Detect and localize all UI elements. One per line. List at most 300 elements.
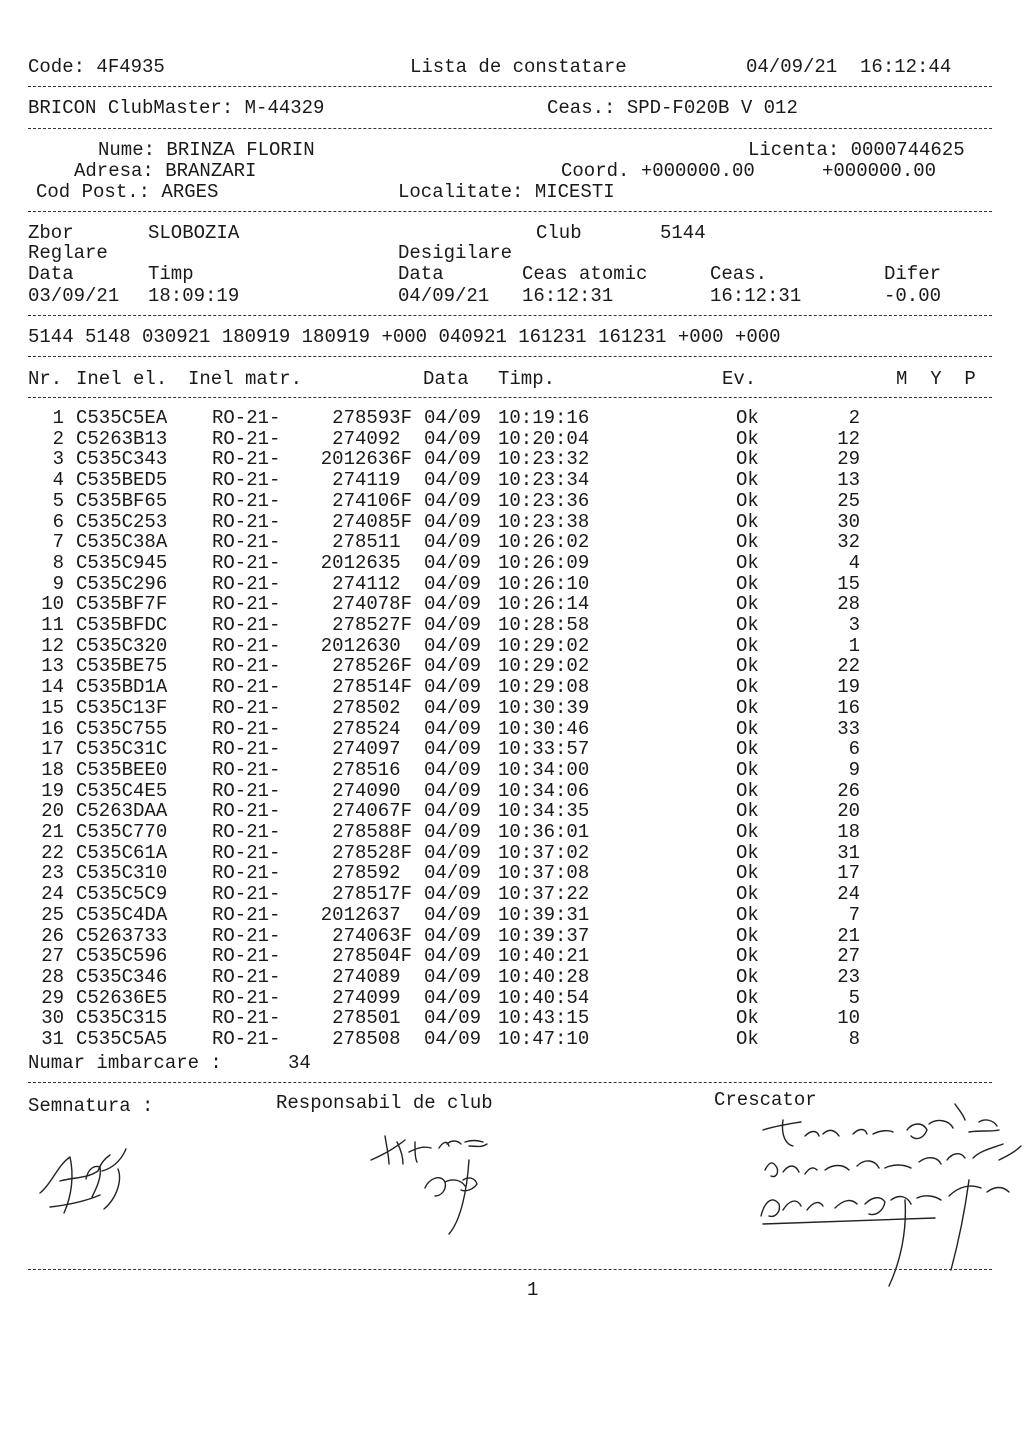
row-number: 7 [52,531,64,554]
arrival-time: 10:28:58 [498,614,590,636]
col-electronic-ring: Inel el. [76,368,168,390]
position: 16 [837,696,860,719]
arrival-time: 10:37:22 [498,883,590,906]
electronic-ring: C5263B13 [76,427,168,450]
event-status: Ok [736,448,759,471]
row-number: 10 [41,593,64,616]
event-status: Ok [736,800,759,823]
clock-value: 16:12:31 [710,285,802,307]
row-number: 6 [52,510,64,533]
clock-label: Ceas. [710,263,768,285]
position: 1 [848,634,860,657]
electronic-ring: C535C13F [76,696,168,719]
registration-ring: 278508 [332,1028,412,1050]
electronic-ring: C535C310 [76,862,168,885]
arrival-date: 04/09 [424,1007,482,1030]
electronic-ring: C535C945 [76,551,168,574]
separator [28,356,992,357]
ring-prefix: RO-21- [212,903,281,926]
atomic-clock-label: Ceas atomic [522,263,648,285]
club-value: 5144 [660,222,706,244]
boarding-count-value: 34 [288,1052,311,1074]
difference-value: -0.00 [884,285,942,307]
difference-label: Difer [884,263,942,285]
arrival-time: 10:23:34 [498,469,590,492]
unsealing-label: Desigilare [398,242,513,264]
row-number: 14 [41,676,64,699]
electronic-ring: C5263733 [76,924,168,947]
event-status: Ok [736,531,759,554]
registration-ring: 278593F [332,407,412,429]
electronic-ring: C535C5EA [76,407,168,429]
registration-ring: 278588F [332,821,412,843]
atomic-clock-value: 16:12:31 [522,285,614,307]
event-status: Ok [736,655,759,678]
ring-prefix: RO-21- [212,924,281,947]
electronic-ring: C535BF65 [76,489,168,512]
setting-time-label: Timp [148,263,194,285]
arrival-time: 10:43:15 [498,1007,590,1030]
setting-date-label: Data [28,263,74,285]
ring-prefix: RO-21- [212,634,281,657]
row-number: 2 [52,427,64,450]
electronic-ring: C535C315 [76,1007,168,1030]
breeder-signatures [755,1100,1024,1300]
event-status: Ok [736,572,759,595]
col-time: Timp. [498,368,556,390]
registration-ring: 274119 [332,469,412,492]
electronic-ring: C535BE75 [76,655,168,678]
row-number: 24 [41,883,64,906]
arrival-time: 10:23:38 [498,510,590,533]
registration-ring: 278501 [332,1007,412,1030]
row-number: 21 [41,821,64,843]
arrival-time: 10:34:06 [498,779,590,802]
arrival-date: 04/09 [424,965,482,988]
coordinates-lon: +000000.00 [822,160,937,182]
registration-ring: 278516 [332,758,412,781]
clock-id: Ceas.: SPD-F020B V 012 [547,97,798,119]
registration-ring: 278514F [332,676,412,699]
registration-ring: 278502 [332,696,412,719]
separator [28,1269,992,1270]
electronic-ring: C535C61A [76,841,168,864]
position: 13 [837,469,860,492]
arrival-time: 10:23:36 [498,489,590,512]
row-number: 5 [52,489,64,512]
separator [28,315,992,316]
arrival-date: 04/09 [424,614,482,636]
arrival-time: 10:30:46 [498,717,590,740]
clubmaster-id: BRICON ClubMaster: M-44329 [28,97,325,119]
arrival-date: 04/09 [424,862,482,885]
owner-postcode: Cod Post.: ARGES [36,181,219,203]
row-number: 15 [41,696,64,719]
position: 30 [837,510,860,533]
ring-prefix: RO-21- [212,821,281,843]
event-status: Ok [736,614,759,636]
position: 2 [848,407,860,429]
event-status: Ok [736,945,759,968]
ring-prefix: RO-21- [212,779,281,802]
event-status: Ok [736,883,759,906]
arrival-date: 04/09 [424,531,482,554]
registration-ring: 278524 [332,717,412,740]
position: 3 [848,614,860,636]
arrival-date: 04/09 [424,407,482,429]
ring-prefix: RO-21- [212,986,281,1009]
arrival-date: 04/09 [424,676,482,699]
ring-prefix: RO-21- [212,593,281,616]
owner-license: Licenta: 0000744625 [748,139,965,161]
position: 12 [837,427,860,450]
arrival-date: 04/09 [424,841,482,864]
position: 33 [837,717,860,740]
arrival-time: 10:40:54 [498,986,590,1009]
print-datetime: 04/09/21 16:12:44 [746,56,952,78]
row-number: 11 [41,614,64,636]
owner-name: Nume: BRINZA FLORIN [98,139,315,161]
arrival-date: 04/09 [424,551,482,574]
arrival-time: 10:20:04 [498,427,590,450]
arrival-time: 10:23:32 [498,448,590,471]
arrival-date: 04/09 [424,427,482,450]
owner-address: Adresa: BRANZARI [74,160,257,182]
club-label: Club [536,222,582,244]
event-status: Ok [736,862,759,885]
arrival-date: 04/09 [424,758,482,781]
event-status: Ok [736,738,759,761]
ring-prefix: RO-21- [212,407,281,429]
registration-ring: 274106F [332,489,412,512]
position: 25 [837,489,860,512]
arrival-time: 10:26:09 [498,551,590,574]
electronic-ring: C535C343 [76,448,168,471]
col-myp: M Y P [896,368,976,390]
position: 9 [848,758,860,781]
registration-ring: 274085F [332,510,412,533]
ring-prefix: RO-21- [212,489,281,512]
electronic-ring: C535C755 [76,717,168,740]
position: 32 [837,531,860,554]
arrival-time: 10:26:14 [498,593,590,616]
arrival-time: 10:40:28 [498,965,590,988]
arrival-time: 10:33:57 [498,738,590,761]
col-event: Ev. [722,368,757,390]
boarding-count-label: Numar imbarcare : [28,1052,222,1074]
position: 15 [837,572,860,595]
col-date: Data [423,368,469,390]
arrival-date: 04/09 [424,469,482,492]
separator [28,397,992,398]
arrival-date: 04/09 [424,1028,482,1050]
unsealing-date: 04/09/21 [398,285,490,307]
ring-prefix: RO-21- [212,551,281,574]
arrival-date: 04/09 [424,510,482,533]
event-status: Ok [736,593,759,616]
registration-ring: 274089 [332,965,412,988]
arrival-time: 10:39:37 [498,924,590,947]
registration-ring: 2012630 [320,634,412,657]
coordinates-lat: Coord. +000000.00 [561,160,755,182]
event-status: Ok [736,469,759,492]
event-status: Ok [736,1007,759,1030]
ring-prefix: RO-21- [212,800,281,823]
arrival-date: 04/09 [424,821,482,843]
arrival-date: 04/09 [424,593,482,616]
event-status: Ok [736,758,759,781]
event-status: Ok [736,924,759,947]
registration-ring: 278592 [332,862,412,885]
col-nr: Nr. [28,368,63,390]
ring-prefix: RO-21- [212,572,281,595]
row-number: 9 [52,572,64,595]
ring-prefix: RO-21- [212,510,281,533]
arrival-time: 10:26:10 [498,572,590,595]
position: 21 [837,924,860,947]
ring-prefix: RO-21- [212,531,281,554]
position: 23 [837,965,860,988]
owner-locality: Localitate: MICESTI [398,181,615,203]
electronic-ring: C535C38A [76,531,168,554]
event-status: Ok [736,696,759,719]
setting-date: 03/09/21 [28,285,120,307]
ring-prefix: RO-21- [212,945,281,968]
event-status: Ok [736,489,759,512]
arrival-date: 04/09 [424,634,482,657]
row-number: 17 [41,738,64,761]
registration-ring: 278527F [332,614,412,636]
electronic-ring: C535BFDC [76,614,168,636]
position: 6 [848,738,860,761]
arrival-time: 10:40:21 [498,945,590,968]
row-number: 20 [41,800,64,823]
club-signature [365,1130,515,1240]
arrival-time: 10:39:31 [498,903,590,926]
row-number: 26 [41,924,64,947]
separator [28,86,992,87]
row-number: 31 [41,1028,64,1050]
handwritten-signature [30,1135,140,1225]
electronic-ring: C535C296 [76,572,168,595]
row-number: 18 [41,758,64,781]
setting-time: 18:09:19 [148,285,240,307]
arrival-time: 10:34:35 [498,800,590,823]
event-status: Ok [736,510,759,533]
row-number: 29 [41,986,64,1009]
signature-label: Semnatura : [28,1095,154,1117]
event-status: Ok [736,717,759,740]
electronic-ring: C535C253 [76,510,168,533]
registration-ring: 274078F [332,593,412,616]
ring-prefix: RO-21- [212,1028,281,1050]
position: 26 [837,779,860,802]
ring-prefix: RO-21- [212,696,281,719]
registration-ring: 274092 [332,427,412,450]
registration-ring: 274090 [332,779,412,802]
arrival-time: 10:29:08 [498,676,590,699]
registration-ring: 278511 [332,531,412,554]
ring-prefix: RO-21- [212,717,281,740]
separator [28,1082,992,1083]
row-number: 25 [41,903,64,926]
arrival-time: 10:26:02 [498,531,590,554]
arrival-time: 10:37:08 [498,862,590,885]
ring-prefix: RO-21- [212,676,281,699]
ring-prefix: RO-21- [212,614,281,636]
position: 4 [848,551,860,574]
registration-ring: 274099 [332,986,412,1009]
registration-ring: 278517F [332,883,412,906]
row-number: 8 [52,551,64,574]
ring-prefix: RO-21- [212,1007,281,1030]
electronic-ring: C535BEE0 [76,758,168,781]
row-number: 13 [41,655,64,678]
arrival-date: 04/09 [424,489,482,512]
row-number: 3 [52,448,64,471]
position: 20 [837,800,860,823]
position: 29 [837,448,860,471]
position: 19 [837,676,860,699]
event-status: Ok [736,821,759,843]
event-status: Ok [736,1028,759,1050]
document-code: Code: 4F4935 [28,56,165,78]
row-number: 12 [41,634,64,657]
event-status: Ok [736,551,759,574]
arrival-date: 04/09 [424,696,482,719]
registration-ring: 2012637 [320,903,412,926]
position: 24 [837,883,860,906]
flight-location: SLOBOZIA [148,222,240,244]
unsealing-date-label: Data [398,263,444,285]
event-status: Ok [736,841,759,864]
position: 18 [837,821,860,843]
arrival-date: 04/09 [424,924,482,947]
row-number: 16 [41,717,64,740]
row-number: 4 [52,469,64,492]
ring-prefix: RO-21- [212,965,281,988]
electronic-ring: C535C31C [76,738,168,761]
row-number: 23 [41,862,64,885]
arrival-time: 10:29:02 [498,634,590,657]
registration-ring: 278504F [332,945,412,968]
electronic-ring: C535C596 [76,945,168,968]
breeder-label: Crescator [714,1089,817,1111]
code-line: 5144 5148 030921 180919 180919 +000 040921 161231 161231 +000 +000 [28,326,781,348]
row-number: 22 [41,841,64,864]
position: 28 [837,593,860,616]
arrival-date: 04/09 [424,986,482,1009]
separator [28,211,992,212]
row-number: 27 [41,945,64,968]
registration-ring: 274063F [332,924,412,947]
electronic-ring: C535C4E5 [76,779,168,802]
registration-ring: 278528F [332,841,412,864]
arrival-time: 10:36:01 [498,821,590,843]
document-title: Lista de constatare [410,56,627,78]
event-status: Ok [736,903,759,926]
ring-prefix: RO-21- [212,655,281,678]
col-registration-ring: Inel matr. [188,368,303,390]
position: 17 [837,862,860,885]
registration-ring: 274112 [332,572,412,595]
electronic-ring: C535C5A5 [76,1028,168,1050]
arrival-time: 10:29:02 [498,655,590,678]
registration-ring: 2012636F [320,448,412,471]
position: 7 [848,903,860,926]
electronic-ring: C535C770 [76,821,168,843]
arrival-date: 04/09 [424,572,482,595]
arrival-date: 04/09 [424,779,482,802]
registration-ring: 274067F [332,800,412,823]
position: 27 [837,945,860,968]
arrival-date: 04/09 [424,738,482,761]
setting-label: Reglare [28,242,108,264]
position: 8 [848,1028,860,1050]
arrival-time: 10:37:02 [498,841,590,864]
row-number: 28 [41,965,64,988]
arrival-date: 04/09 [424,903,482,926]
ring-prefix: RO-21- [212,841,281,864]
electronic-ring: C535C320 [76,634,168,657]
electronic-ring: C535C346 [76,965,168,988]
arrival-date: 04/09 [424,717,482,740]
electronic-ring: C535BF7F [76,593,168,616]
ring-prefix: RO-21- [212,883,281,906]
event-status: Ok [736,634,759,657]
position: 22 [837,655,860,678]
page-number: 1 [527,1279,539,1301]
position: 10 [837,1007,860,1030]
arrival-date: 04/09 [424,883,482,906]
electronic-ring: C52636E5 [76,986,168,1009]
electronic-ring: C5263DAA [76,800,168,823]
registration-ring: 278526F [332,655,412,678]
ring-prefix: RO-21- [212,738,281,761]
arrival-time: 10:30:39 [498,696,590,719]
event-status: Ok [736,986,759,1009]
separator [28,128,992,129]
event-status: Ok [736,779,759,802]
arrival-time: 10:34:00 [498,758,590,781]
ring-prefix: RO-21- [212,758,281,781]
arrival-time: 10:19:16 [498,407,590,429]
electronic-ring: C535C4DA [76,903,168,926]
row-number: 1 [52,407,64,429]
arrival-time: 10:47:10 [498,1028,590,1050]
event-status: Ok [736,965,759,988]
club-responsible-label: Responsabil de club [276,1092,493,1114]
ring-prefix: RO-21- [212,427,281,450]
ring-prefix: RO-21- [212,448,281,471]
arrival-date: 04/09 [424,945,482,968]
row-number: 19 [41,779,64,802]
position: 5 [848,986,860,1009]
electronic-ring: C535BD1A [76,676,168,699]
ring-prefix: RO-21- [212,469,281,492]
position: 31 [837,841,860,864]
event-status: Ok [736,427,759,450]
electronic-ring: C535C5C9 [76,883,168,906]
registration-ring: 274097 [332,738,412,761]
flight-label: Zbor [28,222,74,244]
arrival-date: 04/09 [424,655,482,678]
event-status: Ok [736,407,759,429]
event-status: Ok [736,676,759,699]
arrival-date: 04/09 [424,800,482,823]
ring-prefix: RO-21- [212,862,281,885]
arrival-date: 04/09 [424,448,482,471]
